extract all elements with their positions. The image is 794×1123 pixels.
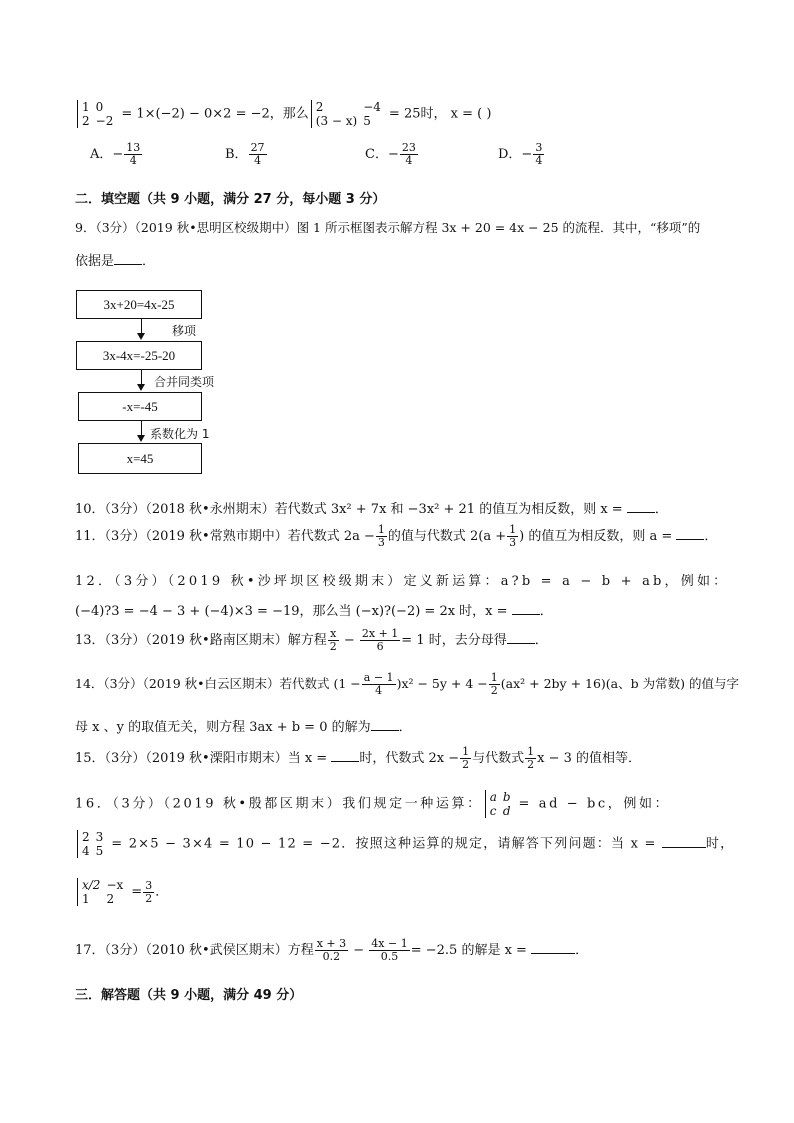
determinant-example: 1 0 2 −2 — [77, 100, 119, 128]
option-a: A．− $\frac{13}{4}$ — [90, 141, 141, 167]
q10: 10．（3分）（2018 秋•永州期末）若代数式 3x² + 7x 和 −3x² + 21 的值互为相反数，则 x = ． — [75, 502, 668, 517]
q11: 11．（3分）（2019 秋•常熟市期中）若代数式 2a − $\frac{1}{3}$ 的值与代数式 2(a + $\frac{1}{3}$ ) 的值互为相反数，则 a = ． — [75, 523, 718, 549]
option-b: B． $\frac{27}{4}$ — [225, 141, 265, 167]
flow-label-3: 系数化为 1 — [150, 427, 210, 441]
flow-box-3: -x=-45 — [78, 392, 202, 421]
flow-label-1: 移项 — [172, 324, 197, 338]
q16-line1: 16．（3分）（2019 秋•殷都区期末）我们规定一种运算： a b c d = ad − bc，例如： — [75, 790, 671, 818]
flow-box-1: 3x+20=4x-25 — [76, 290, 202, 319]
flow-label-2: 合并同类项 — [154, 375, 215, 389]
q8-line: 1 0 2 −2 = 1×(−2) − 0×2 = −2，那么 2 −4 (3 − x) 5 = 25时， x = ( ) — [75, 100, 491, 128]
option-d: D．− $\frac{3}{4}$ — [498, 141, 543, 167]
q13: 13．（3分）（2019 秋•路南区期末）解方程 $\frac{x}{2}$ − $\frac{2x + 1}{6}$ = 1 时，去分母得 ． — [75, 627, 548, 653]
q16-line3: x/2 −x 1 2 = $\frac{3}{2}$ ． — [75, 878, 168, 906]
q12-line2: (−4)?3 = −4 − 3 + (−4)×3 = −19，那么当 (−x)?(−2) = 2x 时，x = ． — [75, 604, 553, 619]
flow-box-2: 3x-4x=-25-20 — [76, 341, 202, 370]
q9-line2: 依据是 ． — [75, 254, 156, 269]
q15: 15．（3分）（2019 秋•溧阳市期末）当 x = 时，代数式 2x − $\frac{1}{2}$ 与代数式 $\frac{1}{2}$ x − 3 的值相等． — [75, 745, 642, 771]
flow-box-4: x=45 — [78, 443, 202, 474]
q9-line1: 9．（3分）（2019 秋•思明区校级期中）图 1 所示框图表示解方程 3x + 20 = 4x − 25 的流程．其中，“移项”的 — [75, 220, 701, 235]
q17: 17．（3分）（2010 秋•武侯区期末）方程 $\frac{x + 3}{0.2}$ − $\frac{4x - 1}{0.5}$ = −2.5 的解是 x = ． — [75, 937, 589, 963]
q14-line1: 14．（3分）（2019 秋•白云区期末）若代数式 (1 − $\frac{a - 1}{4}$ )x² − 5y + 4 − $\frac{1}{2}$ (ax² + 2by + 16)(a、b 为常数) 的值与字 — [75, 671, 739, 697]
determinant-question: 2 −4 (3 − x) 5 — [311, 100, 387, 128]
q16-line2: 2 3 4 5 = 2×5 − 3×4 = 10 − 12 = −2．按照这种运算的规定，请解答下列问题：当 x = 时， — [75, 830, 734, 858]
q12-line1: 12．（3分）（2019 秋•沙坪坝区校级期末）定义新运算：a?b = a − b + ab，例如： — [75, 574, 730, 589]
option-c: C．− $\frac{23}{4}$ — [365, 141, 416, 167]
section-heading-fill-in: 二．填空题（共 9 小题，满分 27 分，每小题 3 分） — [75, 192, 386, 207]
q14-line2: 母 x 、y 的取值无关，则方程 3ax + b = 0 的解为 ． — [75, 720, 412, 735]
section-heading-answers: 三．解答题（共 9 小题，满分 49 分） — [75, 988, 303, 1003]
